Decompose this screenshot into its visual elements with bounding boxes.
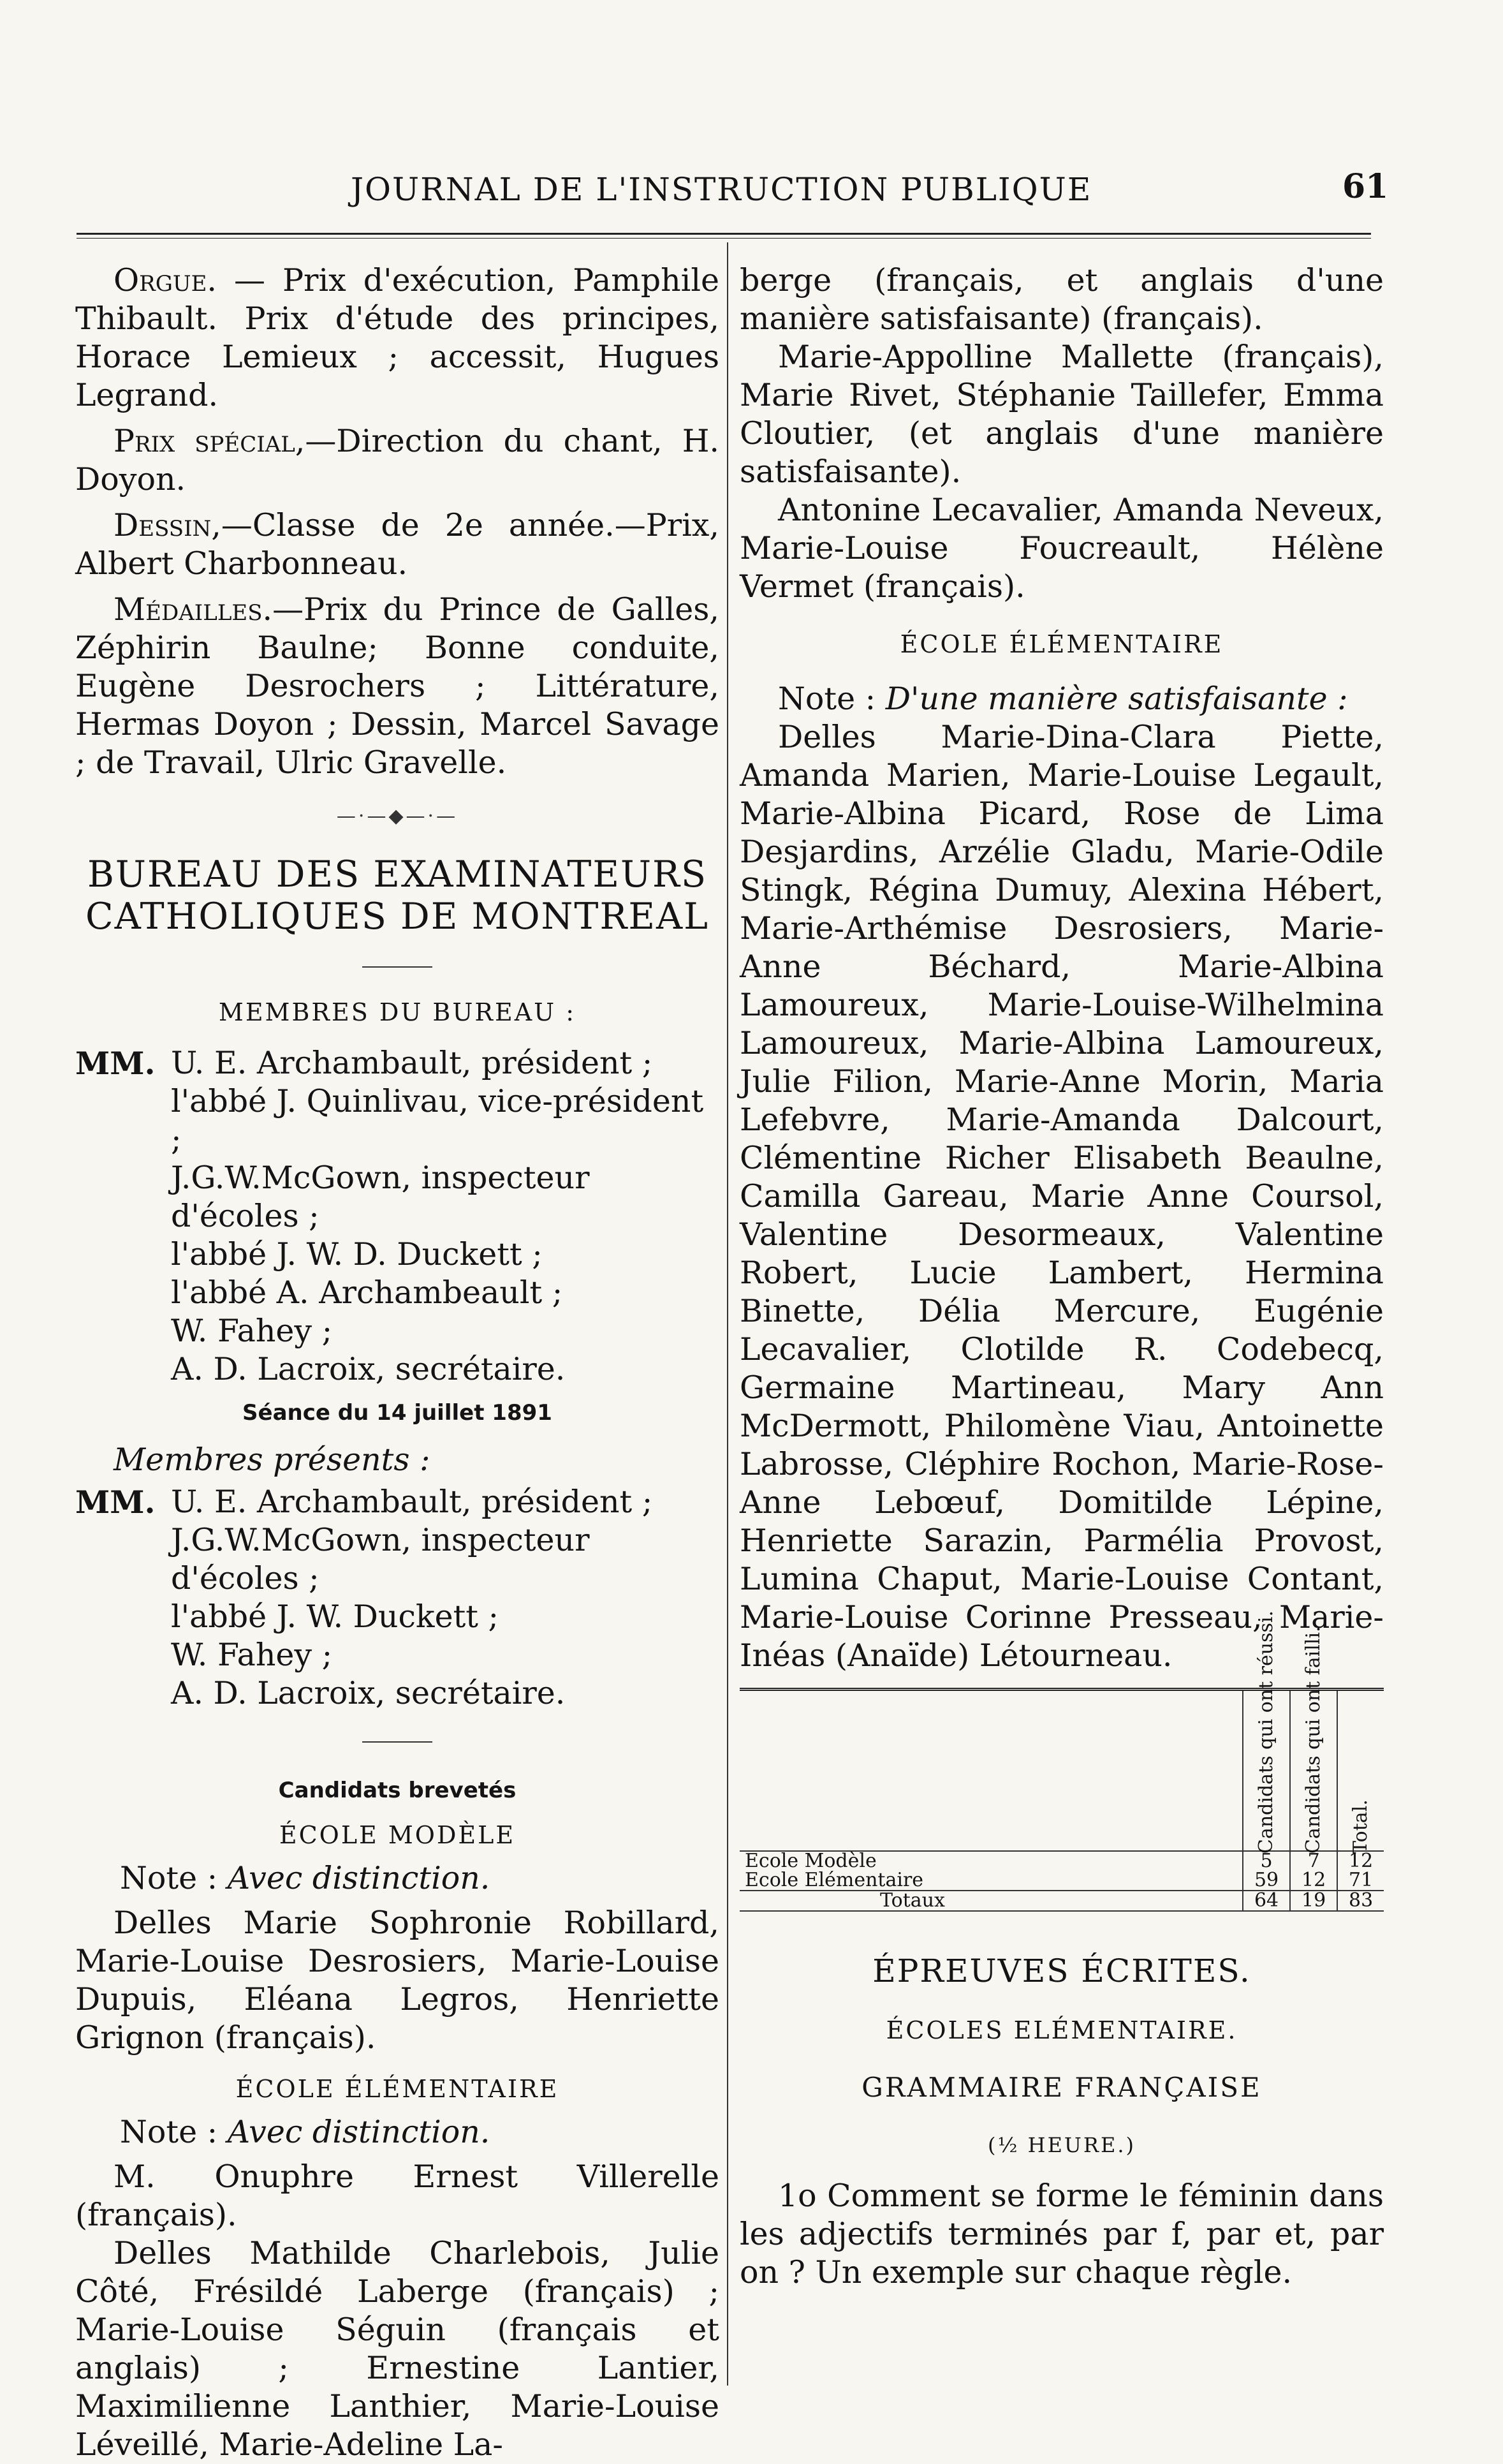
note-satisfaisante bbox=[740, 680, 1384, 718]
dessin-title: Dessin, bbox=[114, 507, 221, 543]
member-line: A. D. Lacroix, secrétaire. bbox=[171, 1351, 566, 1387]
modele-paragraph: Delles Marie Sophronie Robillard, Marie-Louise Desrosiers, Marie-Louise Dupuis, Eléana Legros, Henriette Grignon (français). bbox=[75, 1905, 719, 2056]
member-line: U. E. Archambault, président ; bbox=[171, 1045, 653, 1081]
mm-label-2: MM. bbox=[75, 1484, 156, 1521]
column-divider bbox=[727, 242, 728, 2386]
header-rule bbox=[77, 233, 1371, 239]
header-total: Total. bbox=[1337, 1690, 1384, 1852]
ecole-elementaire-heading: ÉCOLE ÉLÉMENTAIRE bbox=[900, 630, 1224, 658]
mm-label: MM. bbox=[75, 1045, 156, 1082]
bureau-title-line1: BUREAU DES EXAMINATEURS bbox=[87, 853, 707, 896]
short-rule bbox=[362, 1741, 432, 1743]
note-distinction bbox=[75, 1859, 719, 1898]
member-line: J.G.W.McGown, inspecteur d'écoles ; bbox=[171, 1160, 590, 1234]
villerelle-paragraph: M. Onuphre Ernest Villerelle (français). bbox=[75, 2158, 719, 2233]
present-member-line: J.G.W.McGown, inspecteur d'écoles ; bbox=[171, 1522, 590, 1597]
note-distinction-2 bbox=[75, 2113, 719, 2151]
member-lines bbox=[171, 1044, 719, 1389]
note-label: Note : bbox=[120, 1860, 218, 1896]
table-corner bbox=[740, 1690, 1243, 1852]
header-reussi: Candidats qui ont réussi. bbox=[1243, 1690, 1290, 1852]
prix-special-title: Prix spécial, bbox=[114, 423, 305, 459]
cell: 12 bbox=[1337, 1851, 1384, 1871]
epreuves-heading: ÉPREUVES ÉCRITES. bbox=[872, 1952, 1251, 1989]
duree-label: (½ HEURE.) bbox=[987, 2133, 1136, 2157]
prix-special-paragraph bbox=[75, 422, 719, 499]
note-text: Avec distinction. bbox=[227, 1860, 490, 1896]
row-label: Ecole Modèle bbox=[745, 1850, 877, 1872]
total-label: Totaux bbox=[880, 1889, 945, 1912]
ecoles-elementaire-heading: ÉCOLES ELÉMENTAIRE. bbox=[886, 2016, 1238, 2044]
member-line: l'abbé A. Archambeault ; bbox=[171, 1274, 563, 1311]
grammaire-heading: GRAMMAIRE FRANÇAISE bbox=[861, 2072, 1262, 2103]
cell: 7 bbox=[1290, 1851, 1337, 1871]
question-1: 1o Comment se forme le féminin dans les adjectifs terminés par f, par et, par on ? Un exemple sur chaque règle. bbox=[740, 2178, 1384, 2291]
total-cell: 83 bbox=[1337, 1891, 1384, 1911]
page-number: 61 bbox=[1342, 167, 1389, 206]
left-column bbox=[75, 262, 719, 2464]
member-line: W. Fahey ; bbox=[171, 1313, 333, 1349]
total-cell: 19 bbox=[1290, 1891, 1337, 1911]
membres-heading: MEMBRES DU BUREAU : bbox=[218, 998, 576, 1026]
row-label: Ecole Elémentaire bbox=[745, 1869, 924, 1891]
header-failli: Candidats qui ont failli. bbox=[1290, 1690, 1337, 1852]
total-cell: 64 bbox=[1243, 1891, 1290, 1911]
members-list bbox=[75, 1044, 719, 1389]
medailles-text: —Prix du Prince de Galles, Zéphirin Baulne; Bonne conduite, Eugène Desrochers ; Littérature, Hermas Doyon ; Dessin, Marcel Savage ; de Travail, Ulric Gravelle. bbox=[75, 591, 719, 781]
stats-table bbox=[740, 1610, 1384, 1912]
ecole-modele-heading: ÉCOLE MODÈLE bbox=[279, 1821, 516, 1849]
cell: 59 bbox=[1243, 1871, 1290, 1891]
present-member-line: U. E. Archambault, président ; bbox=[171, 1484, 653, 1520]
member-line: l'abbé J. W. D. Duckett ; bbox=[171, 1236, 543, 1273]
medailles-paragraph bbox=[75, 591, 719, 782]
note-text-2: Avec distinction. bbox=[227, 2114, 490, 2150]
seance-heading: Séance du 14 juillet 1891 bbox=[242, 1400, 552, 1426]
present-members-list bbox=[75, 1483, 719, 1713]
cell: 12 bbox=[1290, 1871, 1337, 1891]
mallette-paragraph: Marie-Appolline Mallette (français), Marie Rivet, Stéphanie Taillefer, Emma Cloutier, (et anglais d'une manière satisfaisante). bbox=[740, 339, 1384, 490]
cell: 71 bbox=[1337, 1871, 1384, 1891]
member-line: l'abbé J. Quinlivau, vice-président ; bbox=[171, 1083, 704, 1158]
present-member-lines bbox=[171, 1483, 719, 1713]
present-member-line: A. D. Lacroix, secrétaire. bbox=[171, 1675, 566, 1711]
orgue-text: — Prix d'exécution, Pamphile Thibault. Prix d'étude des principes, Horace Lemieux ; accessit, Hugues Legrand. bbox=[75, 262, 720, 413]
continuation-paragraph: berge (français, et anglais d'une manière satisfaisante) (français). bbox=[740, 262, 1384, 337]
cell: 5 bbox=[1243, 1851, 1290, 1871]
present-member-line: l'abbé J. W. Duckett ; bbox=[171, 1598, 499, 1635]
table-row bbox=[740, 1851, 1384, 1871]
ornament-divider: —·—◆—·— bbox=[336, 805, 458, 827]
present-member-line: W. Fahey ; bbox=[171, 1637, 333, 1673]
results-table bbox=[740, 1610, 1384, 1912]
dessin-text: —Classe de 2e année.—Prix, Albert Charbonneau. bbox=[75, 507, 719, 582]
running-title: JOURNAL DE L'INSTRUCTION PUBLIQUE bbox=[351, 171, 1092, 208]
dessin-paragraph bbox=[75, 506, 719, 583]
candidats-heading: Candidats brevetés bbox=[278, 1778, 517, 1803]
note-text: D'une manière satisfaisante : bbox=[885, 681, 1348, 717]
right-column bbox=[740, 262, 1384, 2292]
bureau-title-line2: CATHOLIQUES DE MONTREAL bbox=[85, 896, 709, 938]
membres-presents: Membres présents : bbox=[114, 1442, 430, 1478]
note-label-2: Note : bbox=[120, 2114, 218, 2150]
medailles-title: Médailles. bbox=[114, 591, 273, 628]
short-rule bbox=[362, 966, 432, 968]
note-label: Note : bbox=[778, 681, 876, 717]
satisfaisante-paragraph: Delles Marie-Dina-Clara Piette, Amanda Marien, Marie-Louise Legault, Marie-Albina Picard, Rose de Lima Desjardins, Arzélie Gladu, Marie-Odile Stingk, Régina Dumuy, Alexina Hébert, Marie-Arthémise Desrosiers, Marie-Anne Béchard, Marie-Albina Lamoureux, Marie-Louise-Wilhelmina Lamoureux, Marie-Albina Lamoureux, Julie Filion, Marie-Anne Morin, Maria Lefebvre, Marie-Amanda Dalcourt, Clémentine Richer Elisabeth Beaulne, Camilla Gareau, Marie Anne Coursol, Valentine Desormeaux, Valentine Robert, Lucie Lambert, Hermina Binette, Délia Mercure, Eugénie Lecavalier, Clotilde R. Codebecq, Germaine Martineau, Mary Ann McDermott, Philomène Viau, Antoinette Labrosse, Cléphire Rochon, Marie-Rose-Anne Lebœuf, Domitilde Lépine, Henriette Sarazin, Parmélia Provost, Lumina Chaput, Marie-Louise Contant, Marie-Louise Corinne Presseau, Marie-Inéas (Anaïde) Létourneau. bbox=[740, 719, 1384, 1674]
lecavalier-paragraph: Antonine Lecavalier, Amanda Neveux, Marie-Louise Foucreault, Hélène Vermet (français). bbox=[740, 492, 1384, 605]
charlebois-paragraph: Delles Mathilde Charlebois, Julie Côté, Frésildé Laberge (français) ; Marie-Louise Séguin (français et anglais) ; Ernestine Lantier, Maximilienne Lanthier, Marie-Louise Léveillé, Marie-Adeline La- bbox=[75, 2235, 719, 2463]
table-row bbox=[740, 1871, 1384, 1891]
orgue-title: Orgue. bbox=[114, 262, 217, 299]
ecole-elementaire-heading: ÉCOLE ÉLÉMENTAIRE bbox=[235, 2075, 559, 2103]
orgue-paragraph bbox=[75, 262, 719, 415]
table-total-row bbox=[740, 1891, 1384, 1911]
prix-special-text: —Direction du chant, H. Doyon. bbox=[75, 423, 720, 498]
